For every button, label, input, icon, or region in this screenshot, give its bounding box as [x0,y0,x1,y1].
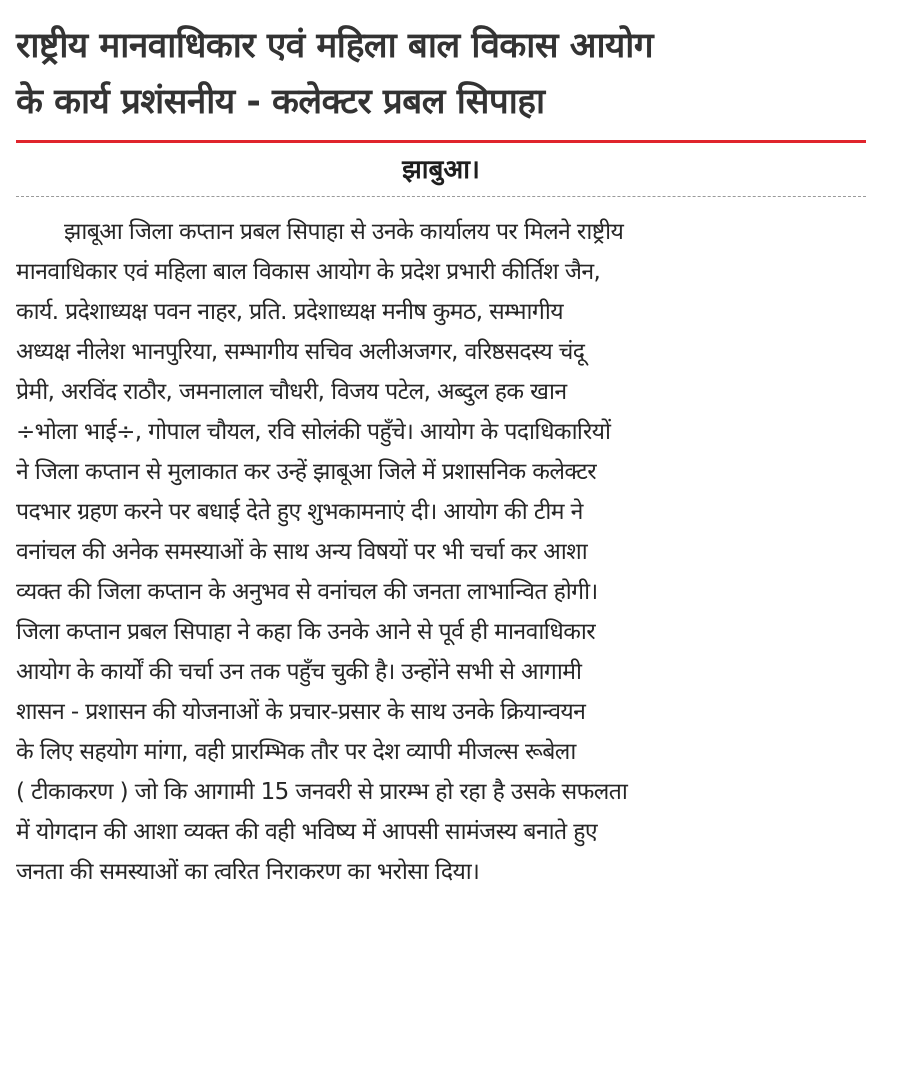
body-line: प्रेमी, अरविंद राठौर, जमनालाल चौधरी, विजय पटेल, अब्दुल हक खान [16,379,567,405]
body-line: में योगदान की आशा व्यक्त की वही भविष्य में आपसी सामंजस्य बनाते हुए [16,819,597,845]
headline-line-1: राष्ट्रीय मानवाधिकार एवं महिला बाल विकास आयोग [16,26,654,66]
article-headline [16,18,876,130]
body-line: कार्य. प्रदेशाध्यक्ष पवन नाहर, प्रति. प्रदेशाध्यक्ष मनीष कुमठ, सम्भागीय [16,299,563,325]
body-line: शासन - प्रशासन की योजनाओं के प्रचार-प्रसार के साथ उनके क्रियान्वयन [16,699,586,725]
body-line: वनांचल की अनेक समस्याओं के साथ अन्य विषयों पर भी चर्चा कर आशा [16,539,588,565]
headline-divider [16,140,866,143]
body-line: अध्यक्ष नीलेश भानपुरिया, सम्भागीय सचिव अलीअजगर, वरिष्ठसदस्य चंदू [16,339,585,365]
body-line: पदभार ग्रहण करने पर बधाई देते हुए शुभकामनाएं दी। आयोग की टीम ने [16,499,583,525]
body-line: व्यक्त की जिला कप्तान के अनुभव से वनांचल की जनता लाभान्वित होगी। [16,579,598,605]
news-article [16,0,876,1066]
body-line: ( टीकाकरण ) जो कि आगामी 15 जनवरी से प्रारम्भ हो रहा है उसके सफलता [16,779,628,805]
dateline-divider [16,196,866,197]
body-line: जनता की समस्याओं का त्वरित निराकरण का भरोसा दिया। [16,859,480,885]
body-line: ÷भोला भाई÷, गोपाल चौयल, रवि सोलंकी पहुँचे। आयोग के पदाधिकारियों [16,419,611,445]
body-line: मानवाधिकार एवं महिला बाल विकास आयोग के प्रदेश प्रभारी कीर्तिश जैन, [16,259,601,285]
body-line: आयोग के कार्यों की चर्चा उन तक पहुँच चुकी है। उन्होंने सभी से आगामी [16,659,582,685]
body-line: झाबूआ जिला कप्तान प्रबल सिपाहा से उनके कार्यालय पर मिलने राष्ट्रीय [64,219,624,245]
body-line: के लिए सहयोग मांगा, वही प्रारम्भिक तौर पर देश व्यापी मीजल्स रूबेला [16,739,576,765]
headline-line-2: के कार्य प्रशंसनीय - कलेक्टर प्रबल सिपाहा [16,82,545,122]
article-body [16,212,876,892]
dateline: झाबुआ। [402,155,480,185]
body-line: जिला कप्तान प्रबल सिपाहा ने कहा कि उनके आने से पूर्व ही मानवाधिकार [16,619,596,645]
body-line: ने जिला कप्तान से मुलाकात कर उन्हें झाबूआ जिले में प्रशासनिक कलेक्टर [16,459,597,485]
